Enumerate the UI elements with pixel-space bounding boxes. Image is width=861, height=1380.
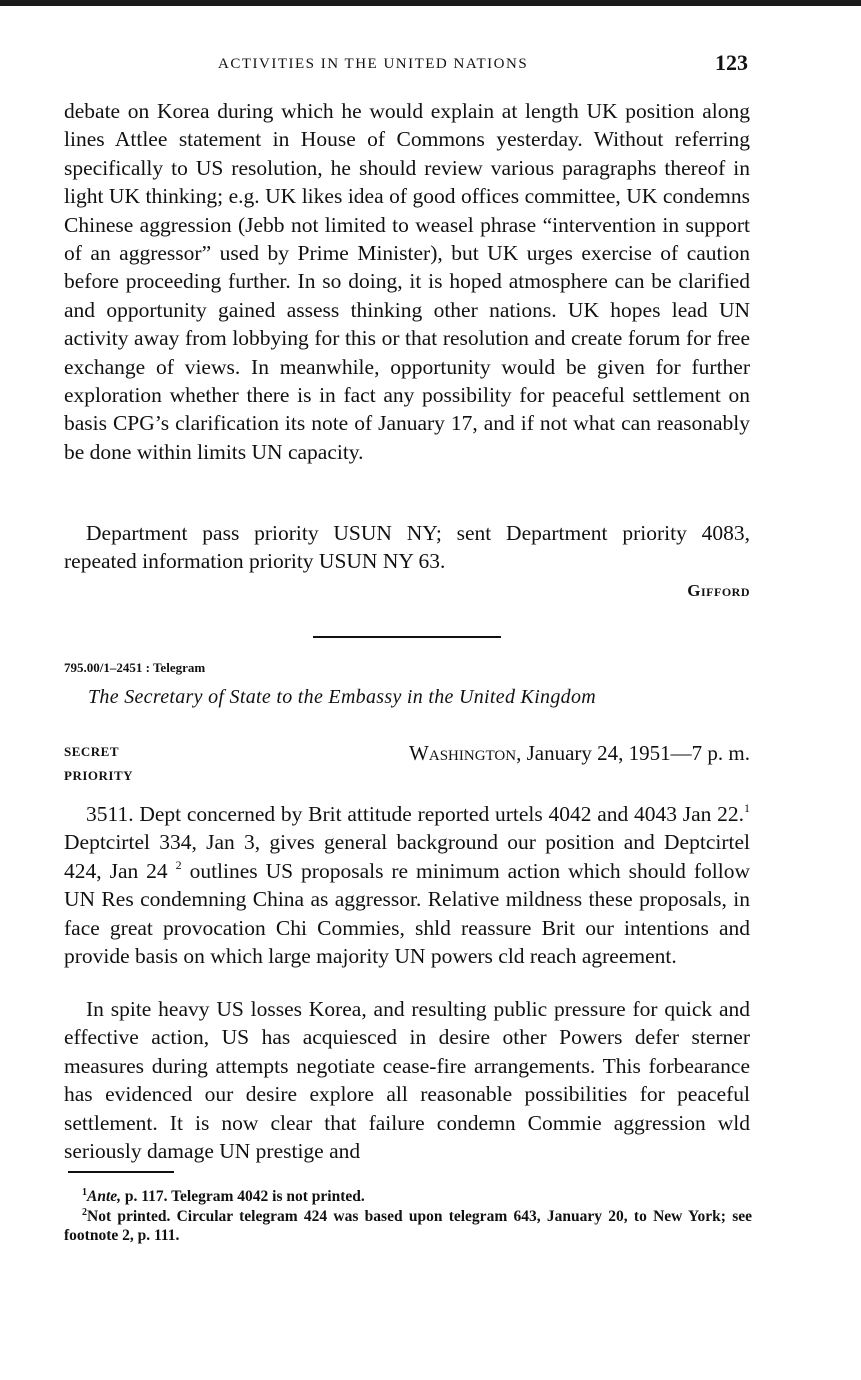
page-number: 123 (715, 50, 748, 75)
telegram-text-a: 3511. Dept concerned by Brit attitude reported urtels 4042 and 4043 Jan 22. (86, 802, 744, 826)
telegram-text-c: outlines US proposals re minimum action which should follow UN Res condemning China as aggressor. Relative mildness these proposals, in face great provocation Chi Commies, shld reassure Brit our intentions and provide basis on which large majority UN powers cld reach agreement. (64, 858, 751, 969)
page-top-edge (0, 0, 861, 6)
dateline (409, 741, 750, 766)
file-reference: 795.00/1–2451 : Telegram (64, 660, 206, 675)
footnote-2 (64, 1207, 752, 1245)
routing-paragraph: Department pass priority USUN NY; sent Department priority 4083, repeated information priority USUN NY 63. (64, 521, 750, 574)
telegram-paragraph-2: In spite heavy US losses Korea, and resulting public pressure for quick and effective action, US has acquiesced in desire other Powers defer sterner measures during attempts negotiate cease-fire arrangements. This forbearance has evidenced our desire explore all reasonable possibilities for peaceful settlement. It is now clear that failure condemn Commie aggression wld seriously damage UN prestige and (64, 997, 750, 1164)
running-head: ACTIVITIES IN THE UNITED NATIONS (218, 56, 529, 72)
signature: Gifford (687, 581, 750, 600)
classification-label: SECRET (64, 744, 120, 759)
precedence-label: PRIORITY (64, 768, 134, 783)
dateline-place: Washington (409, 741, 517, 765)
telegram-text-b: Deptcirtel 334, Jan 3, gives general background our position and Deptcirtel 424, Jan 24 (64, 830, 750, 883)
footnote-italic: Ante, (87, 1188, 122, 1205)
page-header (64, 50, 750, 80)
footnote-1 (64, 1187, 752, 1206)
footnote-ref-1: 1 (744, 801, 750, 815)
continuation-paragraph: debate on Korea during which he would explain at length UK position along lines Attlee statement in House of Commons yesterday. Without referring specifically to US resolution, he should review various paragraphs thereof in light UK thinking; e.g. UK likes idea of good offices committee, UK condemns Chinese aggression (Jebb not limited to weasel phrase “intervention in support of an aggressor” used by Prime Minister), but UK urges exercise of caution before proceeding further. In so doing, it is hoped atmosphere can be clarified and opportunity gained assess thinking other nations. UK hopes lead UN activity away from lobbying for this or that resolution and create forum for free exchange of views. In meanwhile, opportunity would be given for further exploration whether there is in fact any possibility for peaceful settlement on basis CPG’s clarification its note of January 17, and if not what can reasonably be done within limits UN capacity. (64, 99, 750, 464)
document-title: The Secretary of State to the Embassy in the United Kingdom (88, 686, 596, 708)
telegram-paragraph-1 (64, 800, 750, 970)
footnote-divider (68, 1171, 174, 1173)
footnote-marker: 1 (82, 1187, 87, 1198)
section-divider (313, 636, 501, 638)
footnote-text: Not printed. Circular telegram 424 was based upon telegram 643, January 20, to New York; see footnote 2, p. 111. (64, 1208, 752, 1244)
footnote-ref-2: 2 (175, 857, 182, 872)
footnote-text: p. 117. Telegram 4042 is not printed. (121, 1188, 365, 1205)
dateline-date: , January 24, 1951—7 p. m. (516, 741, 750, 765)
footnote-marker: 2 (82, 1207, 87, 1218)
